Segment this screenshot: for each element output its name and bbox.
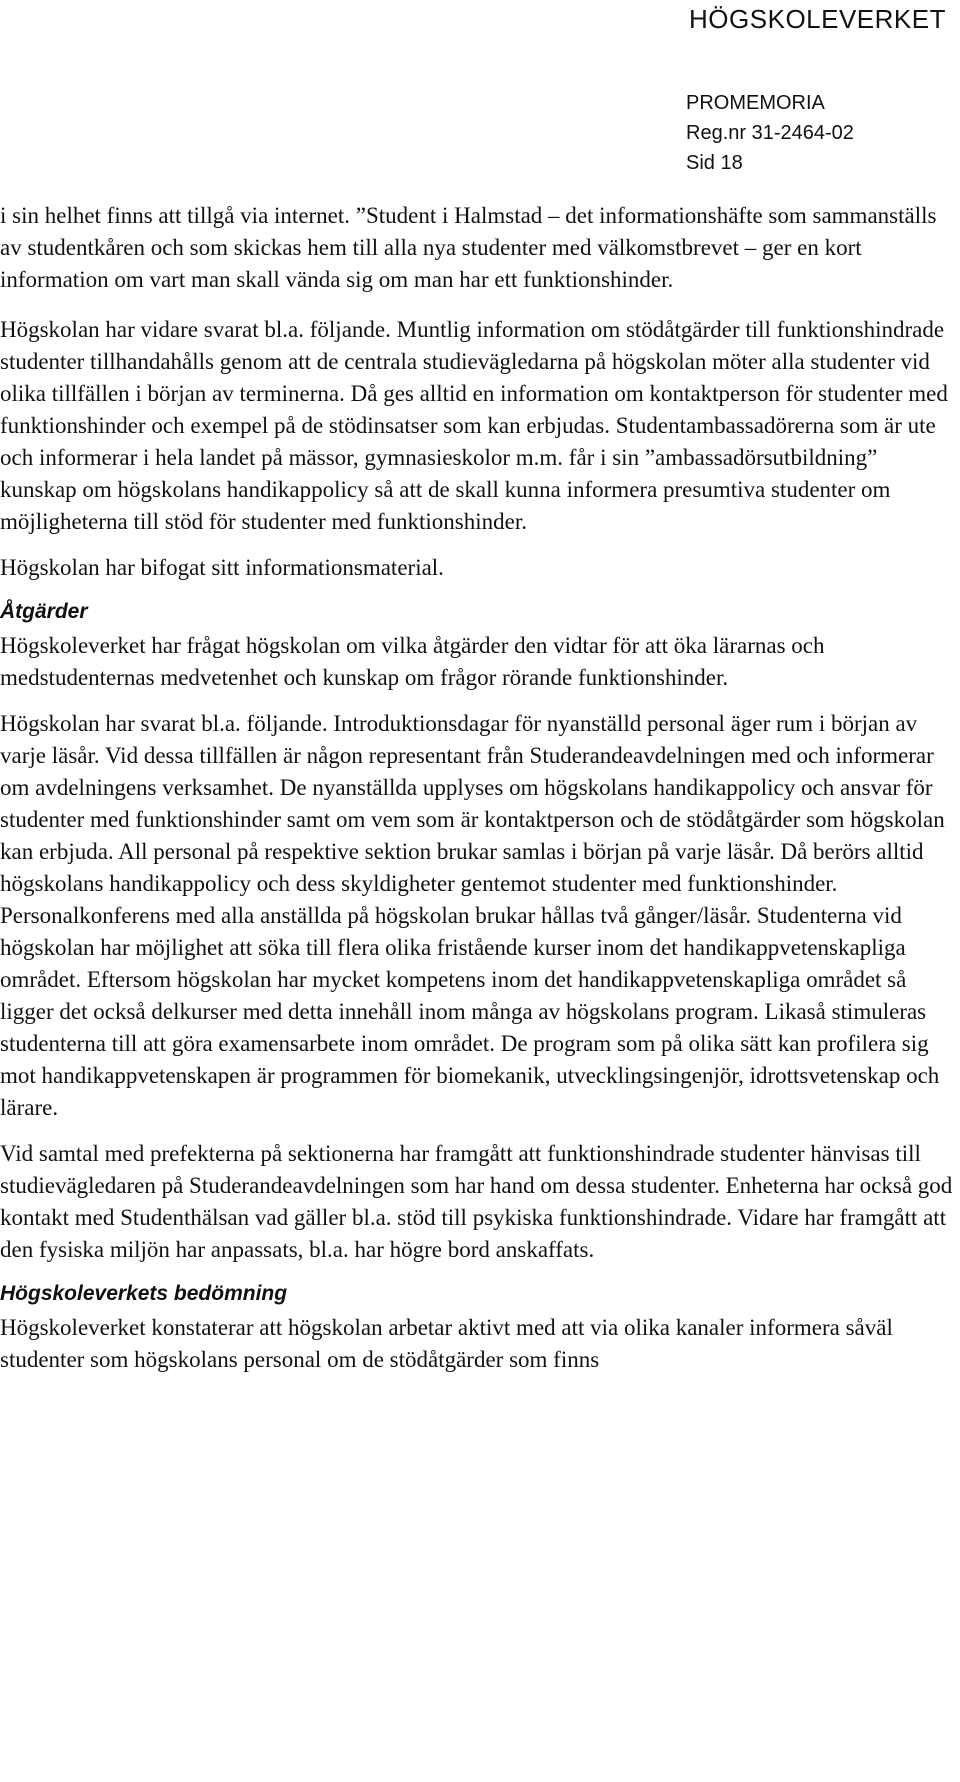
registration-number: Reg.nr 31-2464-02 [686,122,854,144]
memo-header [686,88,854,178]
heading-atgarder: Åtgärder [0,600,88,623]
paragraph-1: i sin helhet finns att tillgå via internet. ”Student i Halmstad – det informationshäfte som sammanställs av studentkåren och som skickas hem till alla nya studenter med välkomstbrevet – ger en kort information om vart man skall vända sig om man har ett funktionshinder. [0,203,937,292]
paragraph-6: Vid samtal med prefekterna på sektionerna har framgått att funktionshindrade studenter hänvisas till studievägledaren på Studerandeavdelningen som har hand om dessa studenter. Enheterna har också god kontakt med Studenthälsan vad gäller bl.a. stöd till psykiska funktionshindrade. Vidare har framgått att den fysiska miljön har anpassats, bl.a. har högre bord anskaffats. [0,1141,953,1262]
heading-bedomning: Högskoleverkets bedömning [0,1282,288,1305]
organization-name: HÖGSKOLEVERKET [689,4,946,34]
paragraph-2: Högskolan har vidare svarat bl.a. följande. Muntlig information om stödåtgärder till funktionshindrade studenter tillhandahålls genom att de centrala studievägledarna på högskolan möter alla studenter vid olika tillfällen i början av terminerna. Då ges alltid en information om kontaktperson för studenter med funktionshinder och exempel på de stödinsatser som kan erbjudas. Studentambassadörerna som är ute och informerar i hela landet på mässor, gymnasieskolor m.m. får i sin ”ambassadörsutbildning” kunskap om högskolans handikappolicy så att de skall kunna informera presumtiva studenter om möjligheterna till stöd för studenter med funktionshinder. [0,317,948,534]
paragraph-3: Högskolan har bifogat sitt informationsmaterial. [0,555,444,580]
page-number: Sid 18 [686,152,743,174]
document-type: PROMEMORIA [686,92,825,114]
paragraph-5: Högskolan har svarat bl.a. följande. Introduktionsdagar för nyanställd personal äger rum i början av varje läsår. Vid dessa tillfällen är någon representant från Studerandeavdelningen med och informerar om avdelningens verksamhet. De nyanställda upplyses om högskolans handikappolicy och ansvar för studenter med funktionshinder samt om vem som är kontaktperson och de stödåtgärder som högskolan kan erbjuda. All personal på respektive sektion brukar samlas i början på varje läsår. Då berörs alltid högskolans handikappolicy och dess skyldigheter gentemot studenter med funktionshinder. Personalkonferens med alla anställda på högskolan brukar hållas två gånger/läsår. Studenterna vid högskolan har möjlighet att söka till flera olika fristående kurser inom det handikappvetenskapliga området. Eftersom högskolan har mycket kompetens inom det handikappvetenskapliga området så ligger det också delkurser med detta innehåll inom många av högskolans program. Likaså stimuleras studenterna till att göra examensarbete inom området. De program som på olika sätt kan profilera sig mot handikappvetenskapen är programmen för biomekanik, utvecklingsingenjör, idrottsvetenskap och lärare. [0,711,945,1120]
paragraph-4: Högskoleverket har frågat högskolan om vilka åtgärder den vidtar för att öka lärarnas och medstudenternas medvetenhet och kunskap om frågor rörande funktionshinder. [0,633,825,690]
document-body [0,200,958,1390]
paragraph-7: Högskoleverket konstaterar att högskolan arbetar aktivt med att via olika kanaler informera såväl studenter som högskolans personal om de stödåtgärder som finns [0,1315,893,1372]
